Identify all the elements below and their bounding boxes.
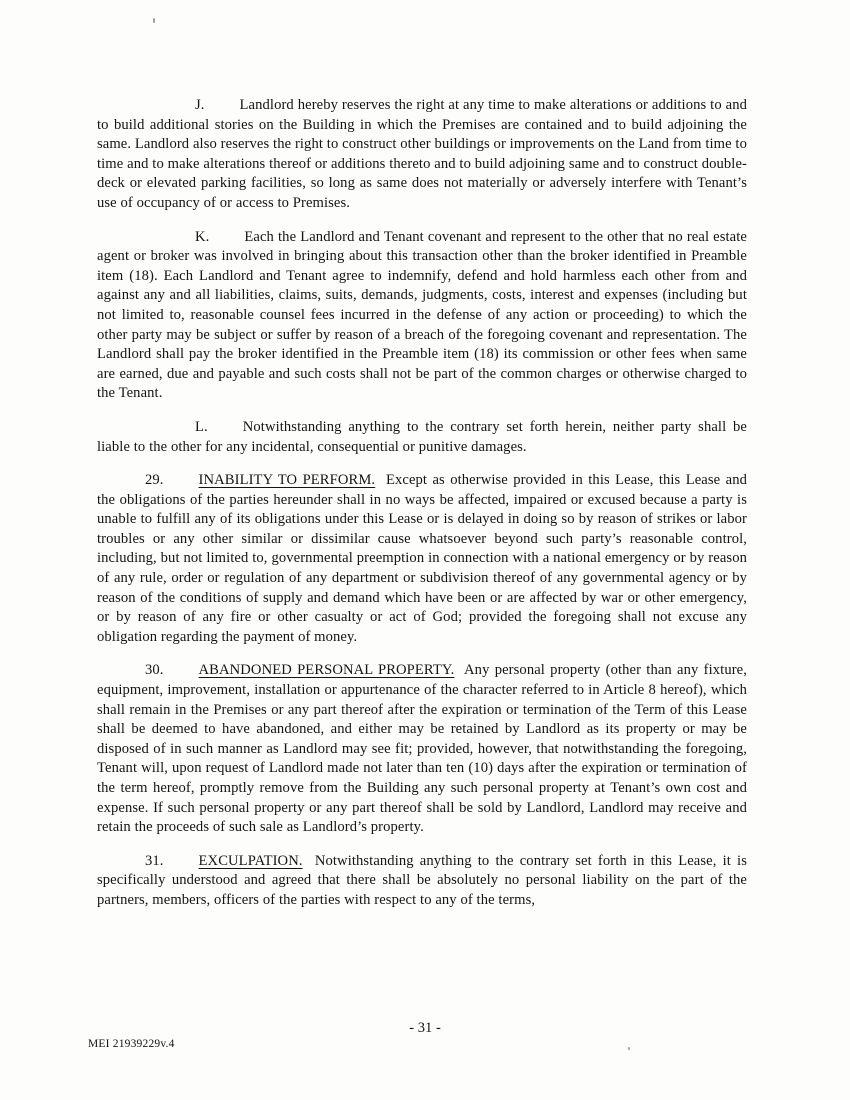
lease-body (97, 96, 747, 925)
section-number: 30. (145, 662, 164, 679)
scan-artifact (628, 1047, 630, 1050)
paragraph-j (97, 96, 747, 214)
section-heading: ABANDONED PERSONAL PROPERTY. (198, 662, 455, 679)
paragraph-text: Notwithstanding anything to the contrary set forth herein, neither party shall be liable to the other for any incidental, consequential or punitive damages. (97, 418, 747, 455)
section-text: Any personal property (other than any fixture, equipment, improvement, installation or appurtenance of the character referred to in Article 8 hereof), which shall remain in the Premises or any part thereof after the expiration or termination of the Term of this Lease shall be deemed to have abandoned, and either may be retained by Landlord as its property or may be disposed of in such manner as Landlord may see fit; provided, however, that notwithstanding the foregoing, Tenant will, upon request of Landlord made not later than ten (10) days after the expiration or termination of the term hereof, promptly remove from the Building any such personal property at Tenant’s own cost and expense. If such personal property or any part thereof shall be sold by Landlord, Landlord may receive and retain the proceeds of such sale as Landlord’s property. (97, 662, 747, 836)
section-number: 29. (145, 472, 164, 489)
section-number: 31. (145, 852, 164, 869)
paragraph-text: Each the Landlord and Tenant covenant and represent to the other that no real estate agent or broker was involved in bringing about this transaction other than the broker identified in Preamble item (18). Each Landlord and Tenant agree to indemnify, defend and hold harmless each other from and against any and all liabilities, claims, suits, demands, judgments, costs, interest and expenses (including but not limited to, reasonable counsel fees incurred in the defense of any action or proceeding) to which the other party may be subject or suffer by reason of a breach of the foregoing covenant and representation. The Landlord shall pay the broker identified in the Preamble item (18) its commission or other fees when same are earned, due and payable and such costs shall not be part of the common charges or otherwise charged to the Tenant. (97, 228, 747, 402)
section-30-abandoned-personal-property (97, 661, 747, 837)
section-heading: EXCULPATION. (198, 852, 303, 869)
paragraph-label: K. (195, 228, 210, 245)
page-number: - 31 - (409, 1020, 441, 1036)
paragraph-l (97, 418, 747, 457)
document-reference-number: MEI 21939229v.4 (88, 1038, 175, 1050)
scan-artifact (153, 18, 155, 23)
paragraph-label: L. (195, 418, 208, 435)
paragraph-text: Landlord hereby reserves the right at any time to make alterations or additions to and to build additional stories on the Building in which the Premises are contained and to build adjoining the same. Landlord also reserves the right to construct other buildings or improvements on the Land from time to time and to make alterations thereof or additions thereto and to build adjoining same and to construct double-deck or elevated parking facilities, so long as same does not materially or adversely interfere with Tenant’s use of occupancy of or access to Premises. (97, 97, 747, 211)
section-text: Notwithstanding anything to the contrary set forth in this Lease, it is specifically understood and agreed that there shall be absolutely no personal liability on the part of the partners, members, officers of the parties with respect to any of the terms, (97, 852, 747, 908)
paragraph-label: J. (195, 97, 205, 113)
section-31-exculpation (97, 852, 747, 911)
section-heading: INABILITY TO PERFORM. (198, 472, 376, 489)
section-29-inability-to-perform (97, 471, 747, 647)
section-text: Except as otherwise provided in this Lease, this Lease and the obligations of the parties hereunder shall in no ways be affected, impaired or excused because a party is unable to fulfill any of its obligations under this Lease or is delayed in doing so by reason of strikes or labor troubles or any other similar or dissimilar cause whatsoever beyond such party’s reasonable control, including, but not limited to, governmental preemption in connection with a national emergency or by reason of any rule, order or regulation of any department or subdivision thereof of any governmental agency or by reason of the conditions of supply and demand which have been or are affected by war or other emergency, or by reason of any fire or other casualty or act of God; provided the foregoing shall not excuse any obligation regarding the payment of money. (97, 472, 748, 645)
paragraph-k (97, 228, 747, 404)
